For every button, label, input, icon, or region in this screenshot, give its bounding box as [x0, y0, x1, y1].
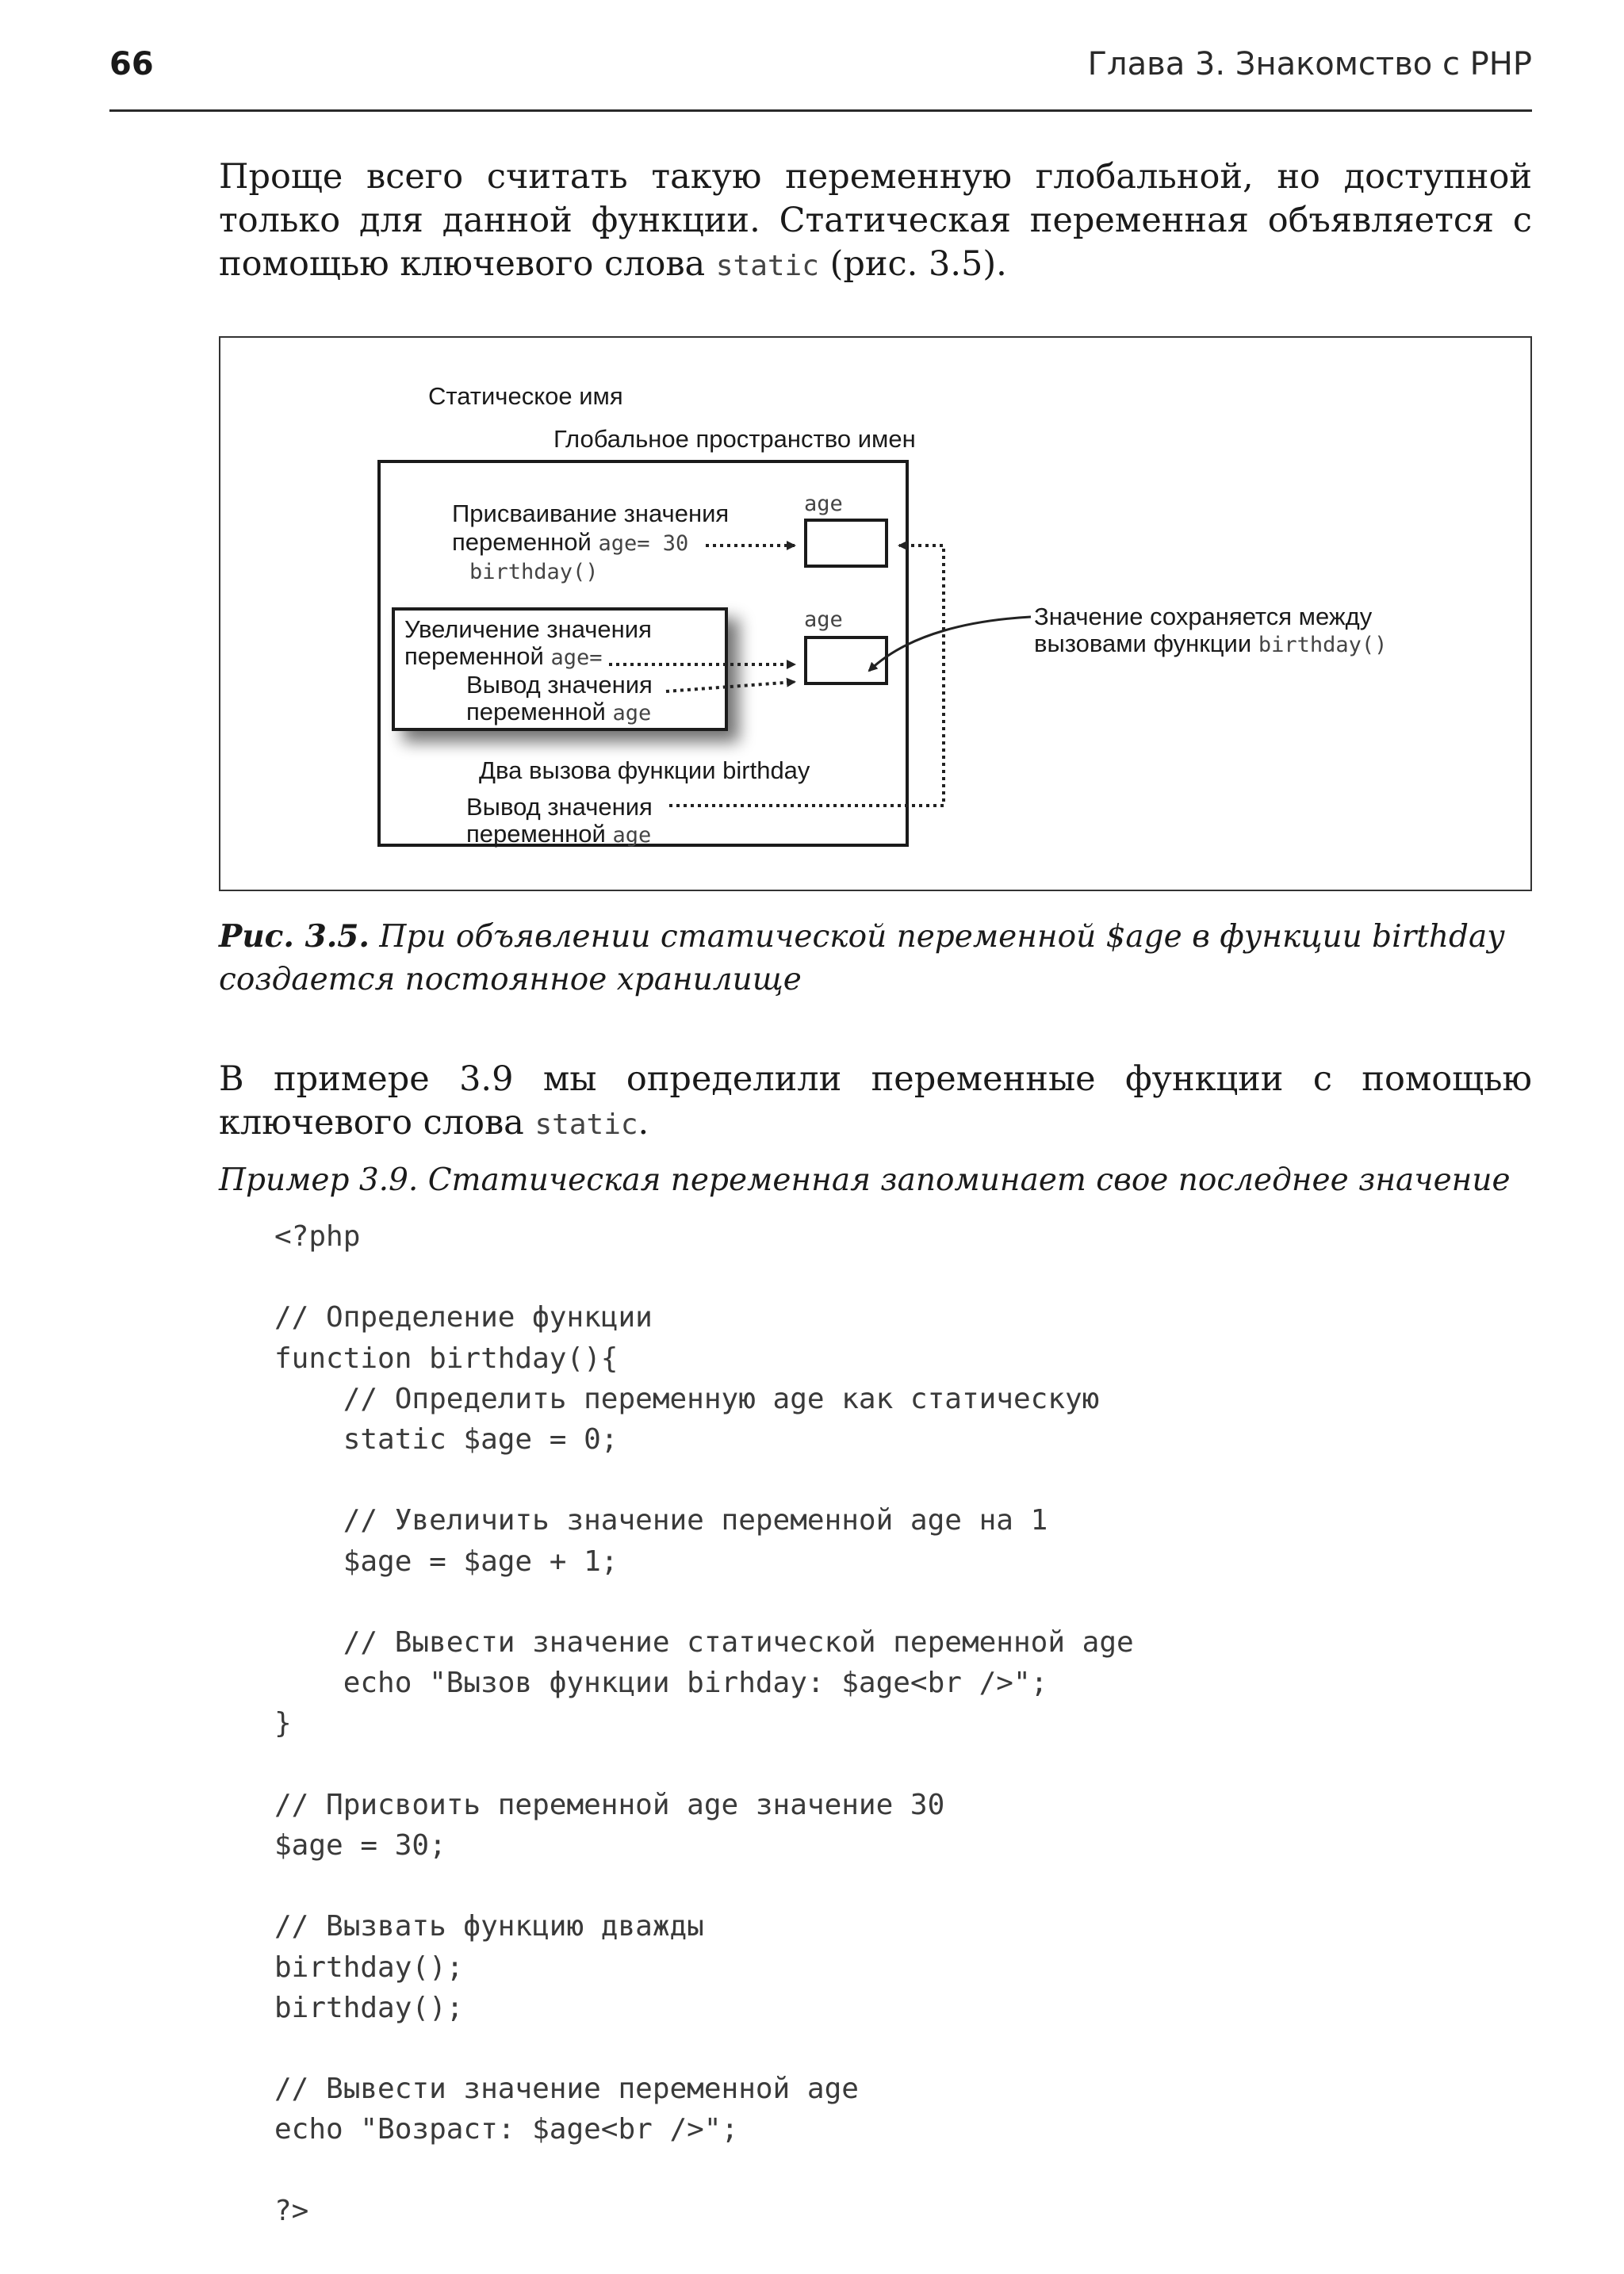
age-label-top: age — [804, 492, 843, 516]
outer-output-line-2 — [466, 820, 651, 848]
example-title: Пример 3.9. Статическая переменная запоминает свое последнее значение — [219, 1162, 1511, 1198]
intro-paragraph — [219, 155, 1532, 288]
output-line-2-text: переменной — [466, 698, 613, 725]
note-pointer-arrow — [869, 617, 1031, 671]
two-calls-label: Два вызова функции birthday — [479, 756, 810, 784]
example-intro-text-before: В примере 3.9 мы определили переменные функции с помощью ключевого слова — [219, 1059, 1532, 1143]
figure-caption — [219, 915, 1532, 1001]
note-line-2-text: вызовами функции — [1034, 630, 1258, 657]
output-line-1: Вывод значения — [466, 671, 653, 699]
page-header — [109, 46, 1532, 112]
running-head: Глава 3. Знакомство с PHP — [1087, 46, 1532, 82]
figure-3-5 — [219, 336, 1532, 891]
note-line-2 — [1034, 630, 1387, 657]
increment-line-2 — [404, 642, 603, 670]
intro-text-before: Проще всего считать такую переменную глобальной, но доступной только для данной функции. Статическая переменная объявляется с помощью ключевого слова — [219, 157, 1532, 284]
assign-line-2 — [452, 528, 688, 556]
assign-line-2-code: age= 30 — [598, 531, 689, 556]
output-line-2-code: age — [612, 701, 652, 725]
caption-text: При объявлении статической переменной $age в функции birthday создается постоянное хранилище — [219, 919, 1505, 997]
example-intro-text-after: . — [638, 1103, 649, 1143]
age-label-bottom: age — [804, 607, 843, 632]
birthday-call-label: birthday() — [469, 560, 599, 584]
increment-line-2-text: переменной — [404, 642, 551, 670]
assign-line-1: Присваивание значения — [452, 500, 730, 527]
page-number: 66 — [109, 46, 154, 82]
outer-output-line-2-code: age — [612, 823, 652, 848]
age-box-static — [806, 637, 887, 683]
static-name-label: Статическое имя — [428, 382, 623, 410]
increment-line-2-code: age= — [550, 645, 603, 670]
example-intro-paragraph — [219, 1058, 1532, 1147]
intro-keyword: static — [715, 250, 819, 282]
output-line-2 — [466, 698, 651, 725]
increment-line-1: Увеличение значения — [404, 615, 652, 643]
figure-diagram — [220, 338, 1534, 893]
global-namespace-label: Глобальное пространство имен — [553, 425, 916, 453]
note-line-1: Значение сохраняется между — [1034, 603, 1373, 630]
age-box-global — [806, 520, 887, 566]
note-line-2-code: birthday() — [1258, 633, 1388, 657]
code-listing: <?php // Определение функции function birthday(){ // Определить переменную age как статическую static $age = 0; // Увеличить значение переменной age на 1 $age = $age + 1; // Вывести значение статической переменной age echo "Вызов функции birhday: $age<br />"; } // Присвоить переменной age значение 30 $age = 30; // Вызвать функцию дважды birthday(); birthday(); // Вывести значение переменной age echo "Возраст: $age<br />"; ?> — [274, 1220, 1134, 2227]
example-intro-keyword: static — [534, 1108, 638, 1141]
outer-output-line-1: Вывод значения — [466, 793, 653, 821]
outer-output-line-2-text: переменной — [466, 820, 613, 848]
intro-text-after: (рис. 3.5). — [818, 244, 1007, 284]
caption-label: Рис. 3.5. — [219, 918, 370, 955]
assign-line-2-text: переменной — [452, 528, 599, 556]
